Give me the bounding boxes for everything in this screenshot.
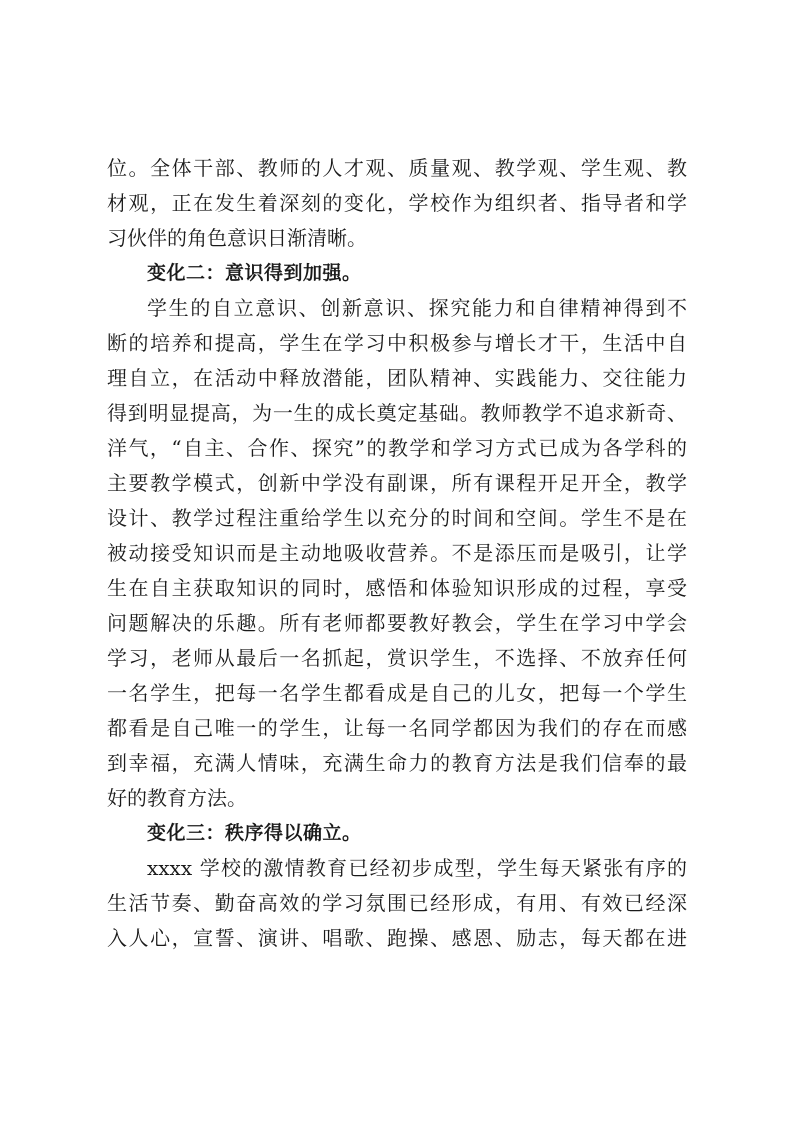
text-line: 到幸福，充满人情味，充满生命力的教育方法是我们信奉的最: [107, 751, 687, 775]
text-line: 得到明显提高，为一生的成长奠定基础。教师教学不追求新奇、: [107, 401, 687, 425]
section-heading-change-two: 变化二：意识得到加强。: [147, 262, 362, 284]
text-line: 生在自主获取知识的同时，感悟和体验知识形成的过程，享受: [107, 576, 687, 600]
text-line: 入人心，宣誓、演讲、唱歌、跑操、感恩、励志，每天都在进: [107, 926, 687, 950]
text-line: 都看是自己唯一的学生，让每一名同学都因为我们的存在而感: [107, 716, 687, 740]
text-line: 生活节奏、勤奋高效的学习氛围已经形成，有用、有效已经深: [107, 891, 687, 915]
section-heading-change-three: 变化三：秩序得以确立。: [147, 822, 362, 844]
text-line: 一名学生，把每一名学生都看成是自己的儿女，把每一个学生: [107, 681, 687, 705]
text-line: 习伙伴的角色意识日渐清晰。: [107, 226, 367, 250]
text-line: 位。全体干部、教师的人才观、质量观、教学观、学生观、教: [107, 156, 687, 180]
paragraph-order: [107, 851, 687, 956]
document-body: [107, 151, 687, 956]
paragraph-awareness: [107, 291, 687, 816]
paragraph-continuation: [107, 151, 687, 256]
text-line: 主要教学模式，创新中学没有副课，所有课程开足开全，教学: [107, 471, 687, 495]
text-line: xxxx 学校的激情教育已经初步成型，学生每天紧张有序的: [147, 856, 687, 880]
text-line: 材观，正在发生着深刻的变化，学校作为组织者、指导者和学: [107, 191, 687, 215]
text-line: 理自立，在活动中释放潜能，团队精神、实践能力、交往能力: [107, 366, 687, 390]
text-line: 断的培养和提高，学生在学习中积极参与增长才干，生活中自: [107, 331, 687, 355]
text-line: 学习，老师从最后一名抓起，赏识学生，不选择、不放弃任何: [107, 646, 687, 670]
text-line: 好的教育方法。: [107, 786, 247, 810]
text-line: 被动接受知识而是主动地吸收营养。不是添压而是吸引，让学: [107, 541, 687, 565]
text-line: 问题解决的乐趣。所有老师都要教好教会，学生在学习中学会: [107, 611, 687, 635]
text-line: 学生的自立意识、创新意识、探究能力和自律精神得到不: [147, 296, 687, 320]
text-line: 设计、教学过程注重给学生以充分的时间和空间。学生不是在: [107, 506, 687, 530]
text-line: 洋气，“自主、合作、探究”的教学和学习方式已成为各学科的: [107, 436, 687, 460]
